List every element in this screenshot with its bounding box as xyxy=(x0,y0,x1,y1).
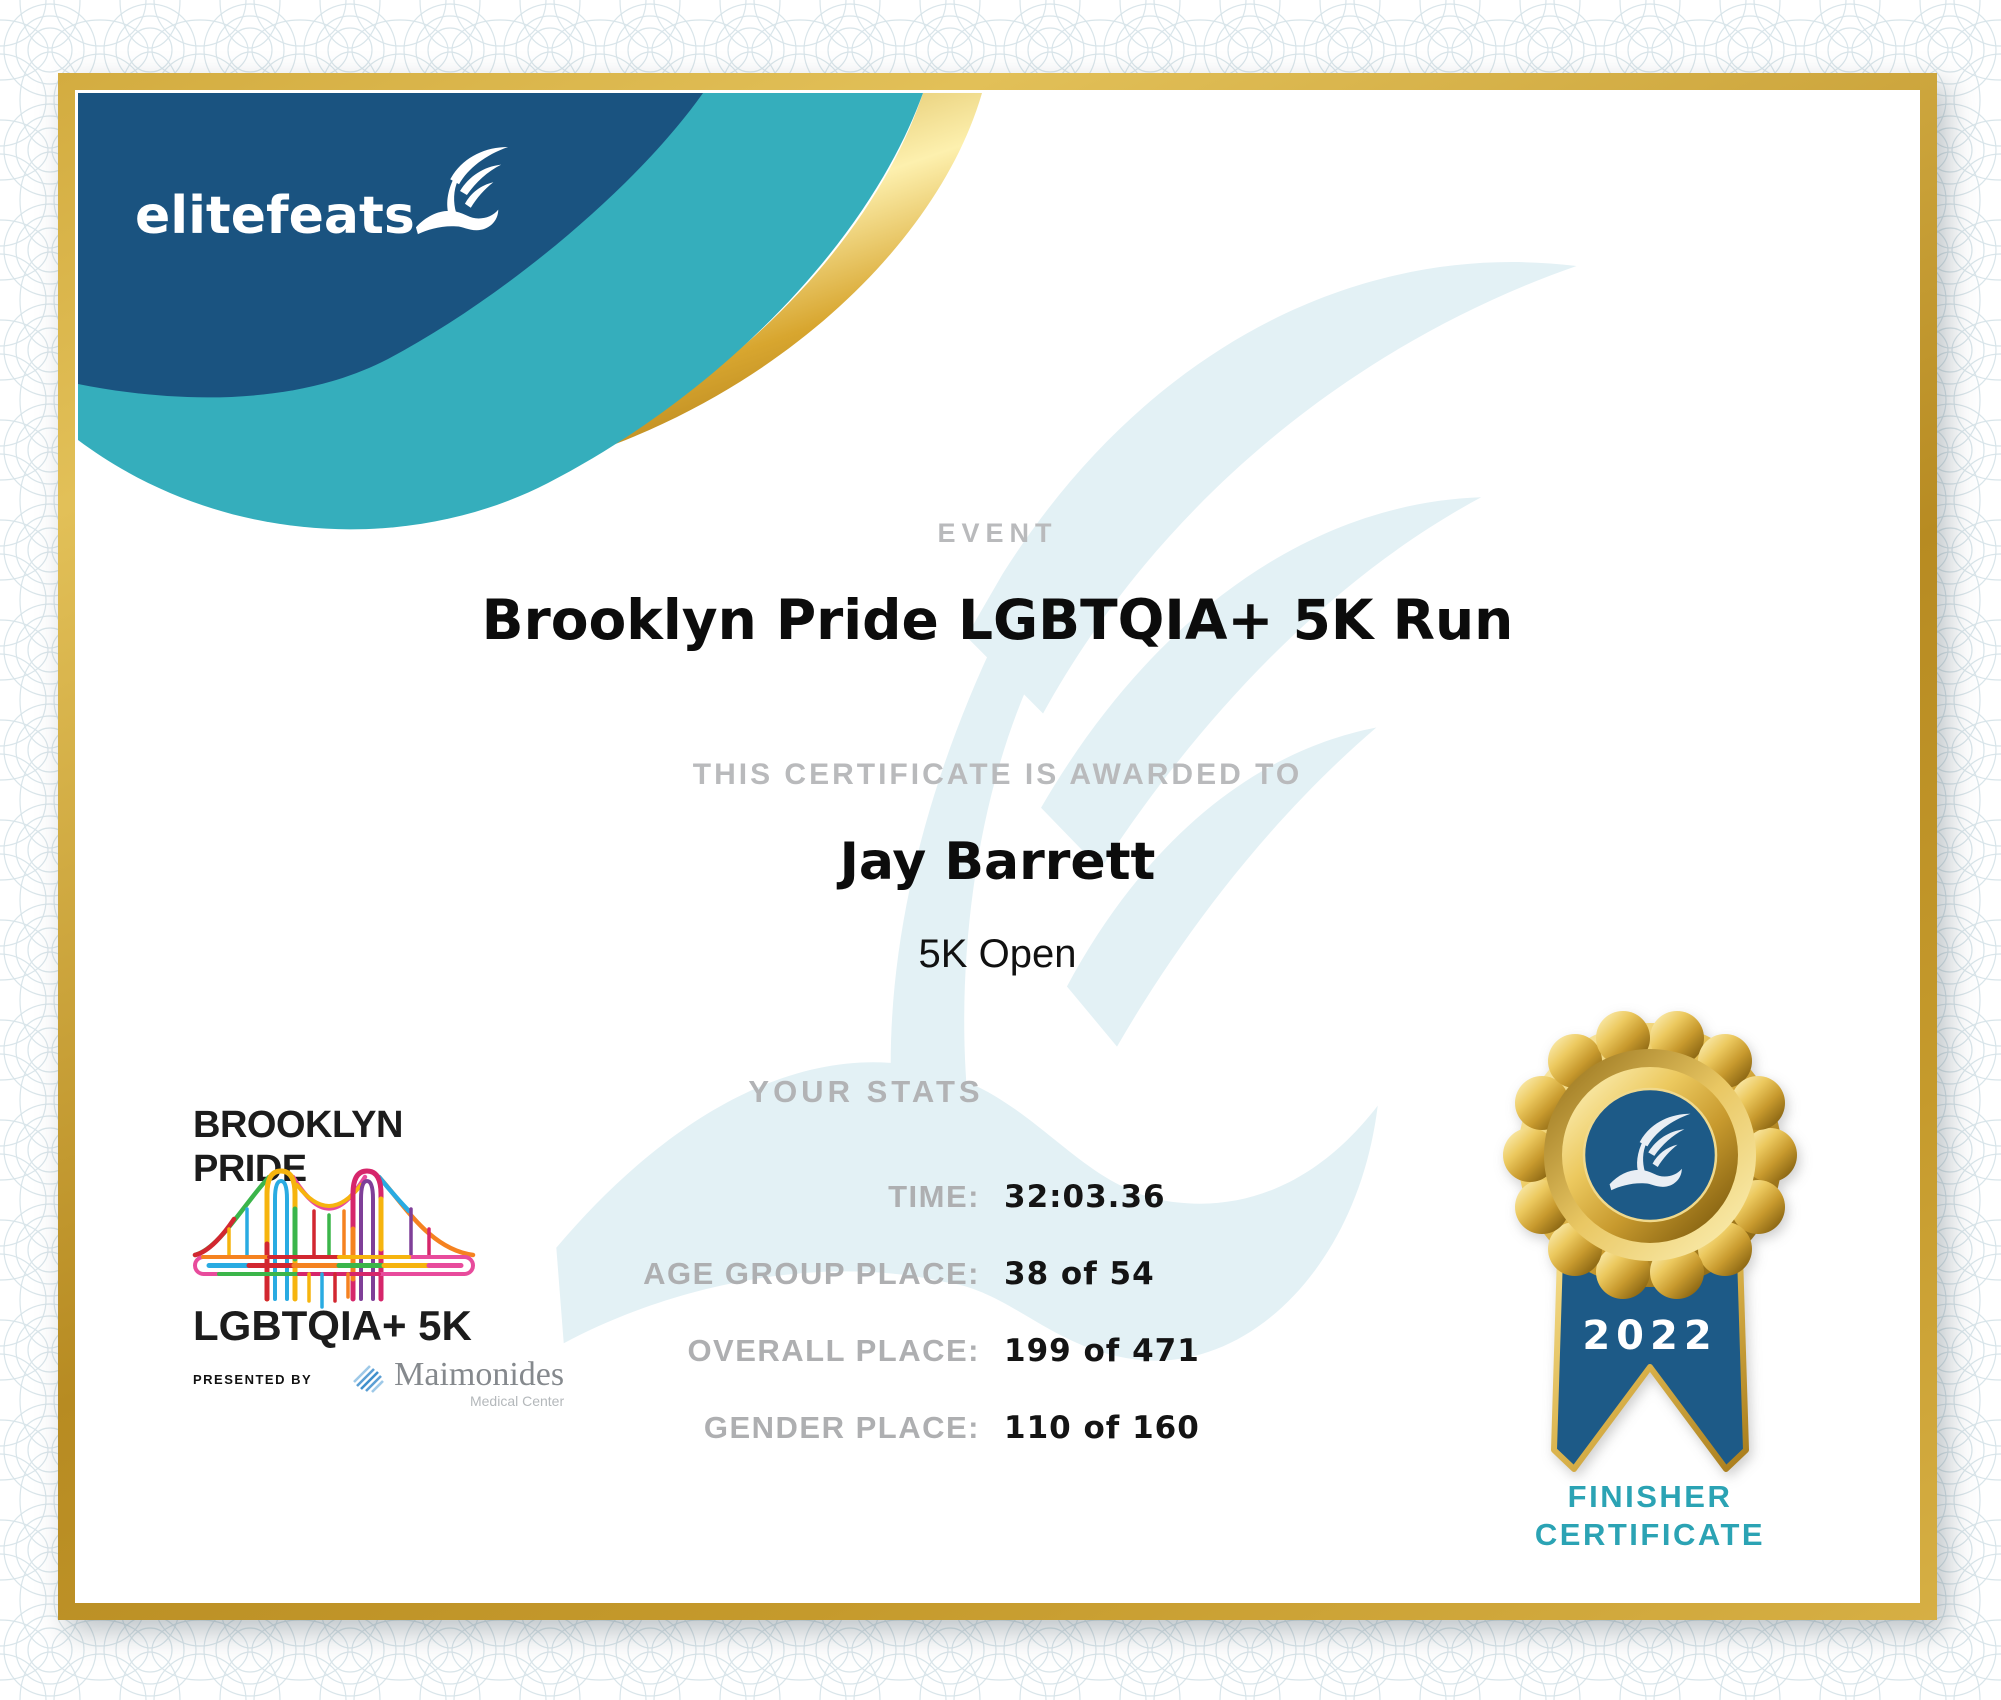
event-logo xyxy=(165,1100,645,1430)
sponsor-mark-icon xyxy=(350,1360,384,1394)
winged-foot-icon xyxy=(413,128,511,260)
medal-year: 2022 xyxy=(1582,1313,1718,1359)
stat-value: 110 of 160 xyxy=(1004,1409,1200,1446)
event-label: EVENT xyxy=(937,518,1058,548)
event-logo-line3: LGBTQIA+ 5K xyxy=(193,1302,472,1349)
stat-value: 32:03.36 xyxy=(1004,1178,1166,1215)
certificate-body xyxy=(75,90,1920,1603)
stat-label: GENDER PLACE: xyxy=(703,1409,980,1445)
sponsor-text xyxy=(394,1358,564,1409)
event-title: Brooklyn Pride LGBTQIA+ 5K Run xyxy=(481,588,1514,652)
medal-caption-line1: FINISHER xyxy=(1567,1479,1733,1514)
stat-value: 38 of 54 xyxy=(1004,1255,1155,1292)
rainbow-bridge-icon xyxy=(189,1148,479,1310)
recipient-name: Jay Barrett xyxy=(839,832,1156,892)
event-logo-line2: PRIDE xyxy=(193,1148,307,1190)
presented-by-row xyxy=(193,1358,564,1409)
stat-value: 199 of 471 xyxy=(1004,1332,1200,1369)
brand-wordmark: elitefeats xyxy=(135,186,415,246)
sponsor-logo xyxy=(350,1358,564,1409)
stats-heading: YOUR STATS xyxy=(748,1074,984,1109)
division-label: 5K Open xyxy=(918,932,1077,976)
finisher-medal xyxy=(1490,1005,1810,1483)
stat-label: OVERALL PLACE: xyxy=(687,1332,980,1368)
certificate-gold-frame xyxy=(58,73,1937,1620)
awarded-to-label: THIS CERTIFICATE IS AWARDED TO xyxy=(692,758,1303,791)
stat-label: TIME: xyxy=(888,1178,980,1214)
presented-by-label: PRESENTED BY xyxy=(193,1372,313,1387)
corner-curves-decoration xyxy=(78,93,993,578)
stat-label: AGE GROUP PLACE: xyxy=(643,1255,980,1291)
medal-caption-line2: CERTIFICATE xyxy=(1534,1517,1766,1552)
sponsor-subtitle: Medical Center xyxy=(469,1393,565,1409)
event-logo-line1: BROOKLYN xyxy=(193,1104,403,1146)
medal-caption xyxy=(1395,1478,1905,1554)
sponsor-name: Maimonides xyxy=(394,1356,565,1393)
